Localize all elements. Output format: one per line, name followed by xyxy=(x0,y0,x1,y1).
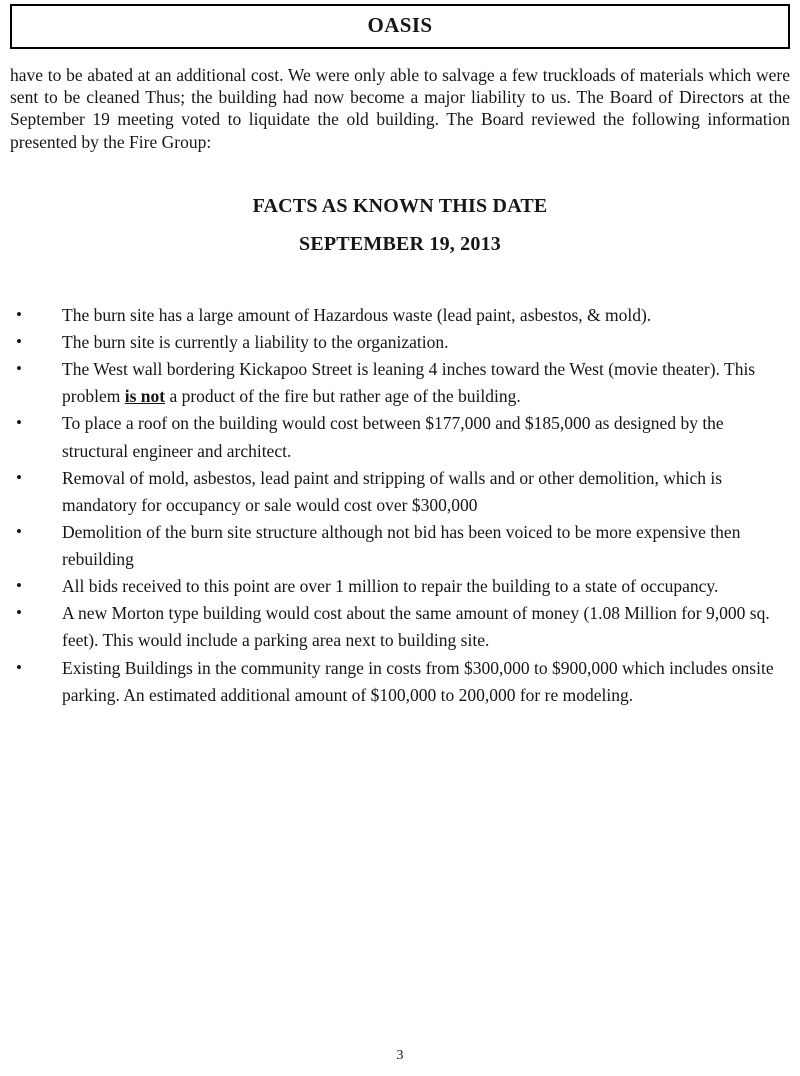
facts-heading: FACTS AS KNOWN THIS DATE xyxy=(252,194,548,217)
bullet-emphasis-text: is not xyxy=(124,386,166,407)
bullet-text: The burn site is currently a liability to the organization. xyxy=(62,332,449,352)
facts-list xyxy=(10,302,790,709)
bullet-text: Removal of mold, asbestos, lead paint and stripping of walls and or other demolition, which is mandatory for occupancy or sale would cost over $300,000 xyxy=(62,467,723,515)
bullet-text: a product of the fire but rather age of the building. xyxy=(165,386,521,407)
list-item xyxy=(10,410,790,464)
intro-paragraph: have to be abated at an additional cost. We were only able to salvage a few truckloads of materials which were sent to be cleaned Thus; the building had now become a major liability to us. The Board of Directors at the September 19 meeting voted to liquidate the old building. The Board reviewed the following information presented by the Fire Group: xyxy=(10,65,790,152)
bullet-text: All bids received to this point are over 1 million to repair the building to a state of occupancy. xyxy=(62,576,719,597)
list-item xyxy=(10,465,790,519)
bullet-text: Demolition of the burn site structure although not bid has been voiced to be more expensive then rebuilding xyxy=(62,521,741,569)
page-number: 3 xyxy=(396,1048,404,1063)
bullet-text: The West wall bordering Kickapoo Street is leaning 4 inches toward the West (movie theater). This problem xyxy=(62,359,756,407)
bullet-text: The burn site has a large amount of Hazardous waste (lead paint, asbestos, & mold). xyxy=(62,304,652,325)
bullet-text: A new Morton type building would cost about the same amount of money (1.08 Million for 9,000 sq. feet). This would include a parking area next to building site. xyxy=(62,603,770,651)
list-item xyxy=(10,329,790,356)
list-item xyxy=(10,655,790,709)
document-title: OASIS xyxy=(367,13,433,37)
list-item xyxy=(10,356,790,410)
list-item xyxy=(10,519,790,573)
bullet-text: To place a roof on the building would cost between $177,000 and $185,000 as designed by the structural engineer and architect. xyxy=(62,413,724,461)
list-item xyxy=(10,573,790,600)
facts-date-heading: SEPTEMBER 19, 2013 xyxy=(299,232,501,255)
header-box xyxy=(10,4,790,49)
list-item xyxy=(10,600,790,654)
bullet-text: Existing Buildings in the community range in costs from $300,000 to $900,000 which includes onsite parking. An estimated additional amount of $100,000 to 200,000 for re modeling. xyxy=(62,657,774,705)
list-item xyxy=(10,302,790,329)
